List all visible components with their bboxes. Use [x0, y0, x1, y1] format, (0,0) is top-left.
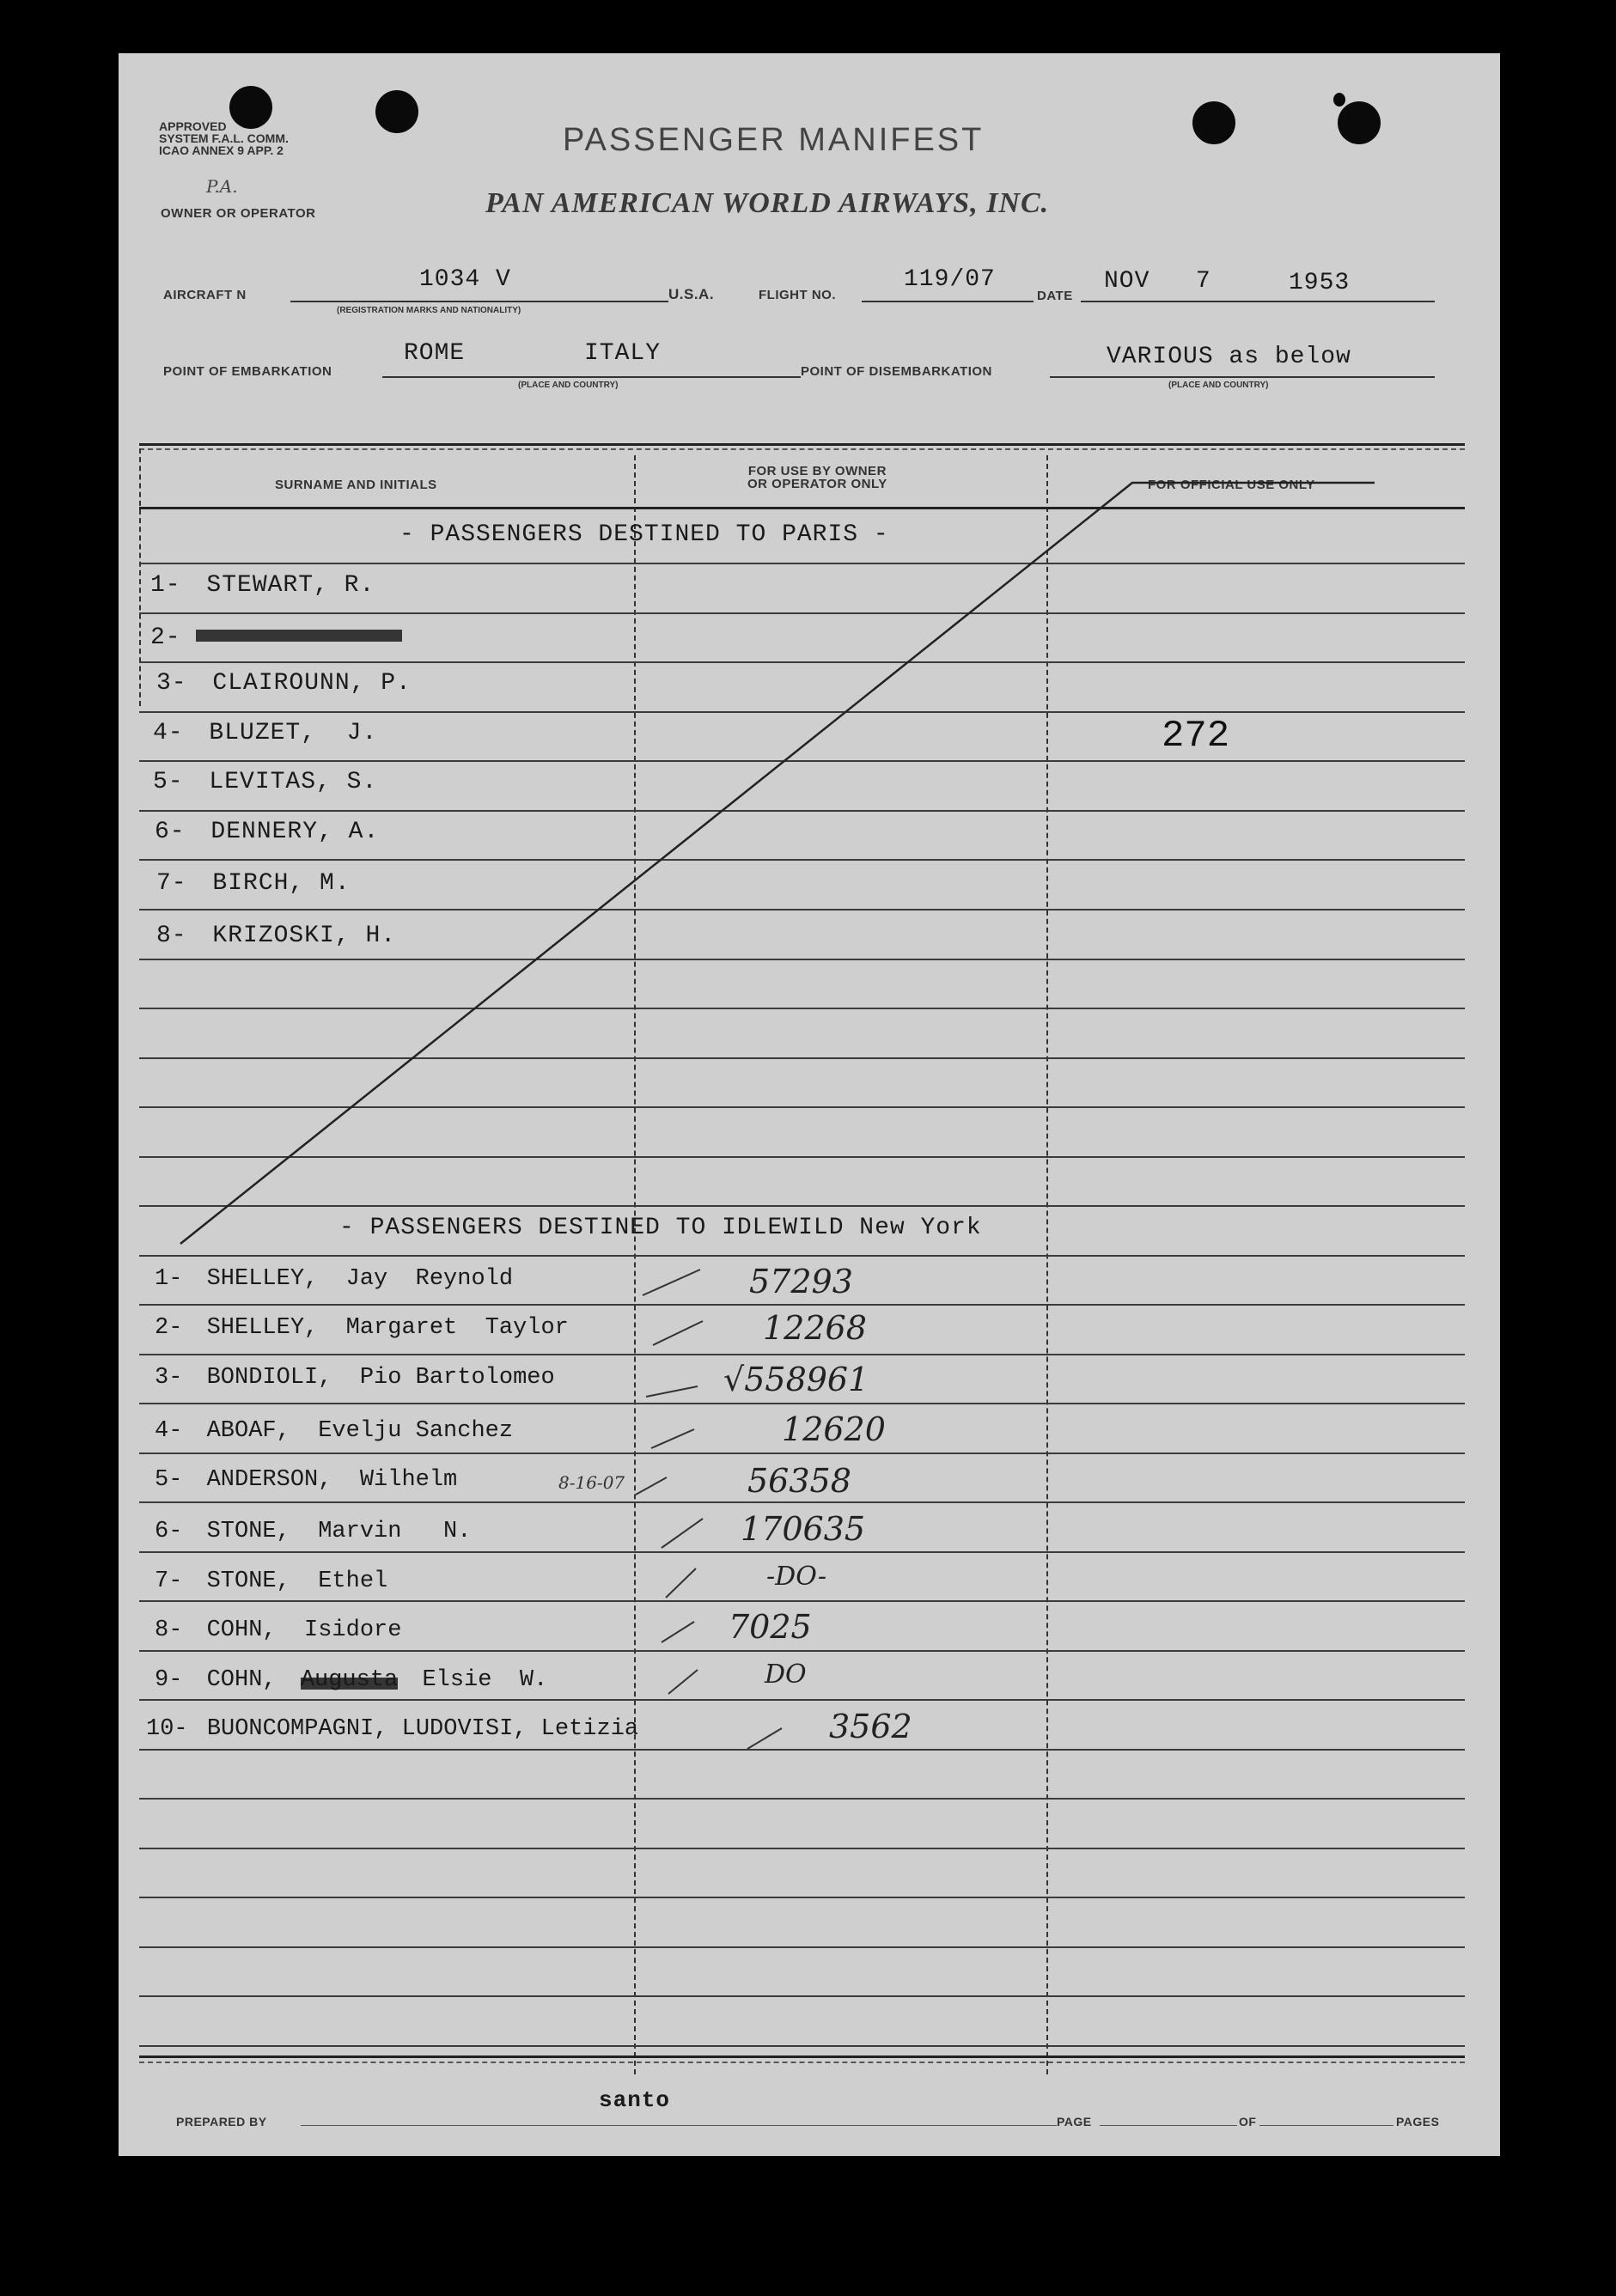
check-mark — [651, 1429, 694, 1448]
passenger-name: BUONCOMPAGNI, LUDOVISI, Letizia — [206, 1716, 639, 1742]
passenger-name: COHN, — [206, 1667, 277, 1693]
passenger-number: 8- — [156, 923, 187, 949]
passenger-name: STONE, Ethel — [206, 1568, 388, 1594]
usa-label: U.S.A. — [668, 286, 715, 302]
check-mark — [653, 1321, 703, 1345]
passenger-number: 2- — [150, 624, 181, 651]
approval-line: SYSTEM F.A.L. COMM. — [159, 131, 289, 145]
reference-number: 7025 — [729, 1608, 812, 1646]
reference-number: 3562 — [829, 1708, 912, 1745]
check-mark — [662, 1622, 694, 1642]
passenger-number: 6- — [155, 819, 186, 845]
disembark-value: VARIOUS as below — [1107, 344, 1351, 370]
check-mark — [643, 1270, 700, 1295]
airline-name: PAN AMERICAN WORLD AIRWAYS, INC. — [485, 187, 1050, 219]
passenger-name: BONDIOLI, Pio Bartolomeo — [206, 1365, 555, 1391]
official-count: 272 — [1162, 715, 1230, 758]
passenger-number: 1- — [150, 572, 181, 599]
passenger-number: 3- — [155, 1365, 183, 1391]
passenger-name: ABOAF, Evelju Sanchez — [206, 1418, 514, 1444]
prepared-by-value: santo — [599, 2087, 671, 2113]
check-mark — [668, 1670, 698, 1694]
reference-number: DO — [765, 1660, 807, 1690]
reference-number: 57293 — [749, 1263, 853, 1300]
reference-number: -DO- — [766, 1562, 827, 1592]
aircraft-value: 1034 V — [419, 266, 511, 293]
passenger-name: STONE, Marvin N. — [206, 1519, 472, 1544]
passenger-number: 4- — [155, 1418, 183, 1444]
passenger-number: 5- — [153, 769, 184, 795]
newyork-heading: - PASSENGERS DESTINED TO IDLEWILD New York — [339, 1215, 982, 1241]
date-value: NOV 7 — [1104, 268, 1211, 295]
registration-caption: (REGISTRATION MARKS AND NATIONALITY) — [337, 306, 521, 315]
passenger-number: 6- — [155, 1519, 183, 1544]
reference-number: √558961 — [723, 1361, 869, 1398]
passenger-name: SHELLEY, Margaret Taylor — [206, 1315, 569, 1341]
paris-heading: - PASSENGERS DESTINED TO PARIS - — [399, 521, 889, 548]
approval-line: APPROVED — [159, 119, 227, 133]
passenger-number: 7- — [155, 1568, 183, 1594]
reference-number: 56358 — [747, 1462, 851, 1500]
passenger-number: 2- — [155, 1315, 183, 1341]
passenger-number: 3- — [156, 670, 187, 697]
owner-mark: P.A. — [206, 176, 238, 197]
passenger-number: 4- — [153, 720, 184, 746]
flight-value: 119/07 — [904, 266, 996, 293]
approval-line: ICAO ANNEX 9 APP. 2 — [159, 143, 284, 157]
owner-use-line: FOR USE BY OWNER — [747, 464, 887, 478]
handwritten-note: 8-16-07 — [558, 1472, 625, 1493]
passenger-number: 8- — [155, 1617, 183, 1643]
aircraft-label: AIRCRAFT N — [163, 288, 247, 302]
page-label: PAGE — [1057, 2115, 1092, 2129]
embark-country: ITALY — [584, 340, 662, 367]
passenger-number: 10- — [146, 1716, 188, 1742]
embark-caption: (PLACE AND COUNTRY) — [518, 381, 619, 390]
passenger-name: CLAIROUNN, P. — [212, 670, 412, 697]
passenger-name: COHN, Isidore — [206, 1617, 402, 1643]
passenger-number: 9- — [155, 1667, 183, 1693]
passenger-name: STEWART, R. — [206, 572, 375, 599]
passenger-name: SHELLEY, Jay Reynold — [206, 1266, 514, 1292]
passenger-name: LEVITAS, S. — [209, 769, 378, 795]
column-header-surname: SURNAME AND INITIALS — [275, 478, 437, 492]
passenger-number: 7- — [156, 870, 187, 897]
reference-number: 12268 — [763, 1309, 867, 1347]
embark-city: ROME — [404, 340, 466, 367]
passenger-name: ANDERSON, Wilhelm — [206, 1467, 458, 1493]
disembark-caption: (PLACE AND COUNTRY) — [1168, 381, 1269, 390]
check-mark — [636, 1477, 667, 1495]
disembark-label: POINT OF DISEMBARKATION — [801, 364, 992, 379]
check-mark — [662, 1519, 703, 1548]
form-title: PASSENGER MANIFEST — [563, 122, 985, 158]
passenger-name-rest: Elsie W. — [422, 1667, 548, 1693]
passenger-name: BIRCH, M. — [212, 870, 351, 897]
passenger-number: 1- — [155, 1266, 183, 1292]
passenger-number: 5- — [155, 1467, 183, 1493]
check-mark — [747, 1728, 782, 1749]
passenger-name: KRIZOSKI, H. — [212, 923, 397, 949]
check-mark — [666, 1568, 696, 1598]
prepared-by-label: PREPARED BY — [176, 2115, 267, 2129]
reference-number: 170635 — [741, 1510, 866, 1548]
owner-label: OWNER OR OPERATOR — [161, 206, 316, 221]
passenger-name: DENNERY, A. — [210, 819, 380, 845]
flight-label: FLIGHT NO. — [759, 288, 836, 302]
date-label: DATE — [1037, 289, 1073, 303]
column-header-official: FOR OFFICIAL USE ONLY — [1148, 478, 1315, 492]
embark-label: POINT OF EMBARKATION — [163, 364, 332, 379]
passenger-name: BLUZET, J. — [209, 720, 378, 746]
check-mark — [646, 1386, 698, 1397]
pages-label: PAGES — [1396, 2115, 1440, 2129]
date-year: 1953 — [1289, 270, 1351, 296]
owner-use-line: OR OPERATOR ONLY — [747, 477, 887, 491]
reference-number: 12620 — [782, 1410, 886, 1448]
of-label: OF — [1239, 2115, 1257, 2129]
